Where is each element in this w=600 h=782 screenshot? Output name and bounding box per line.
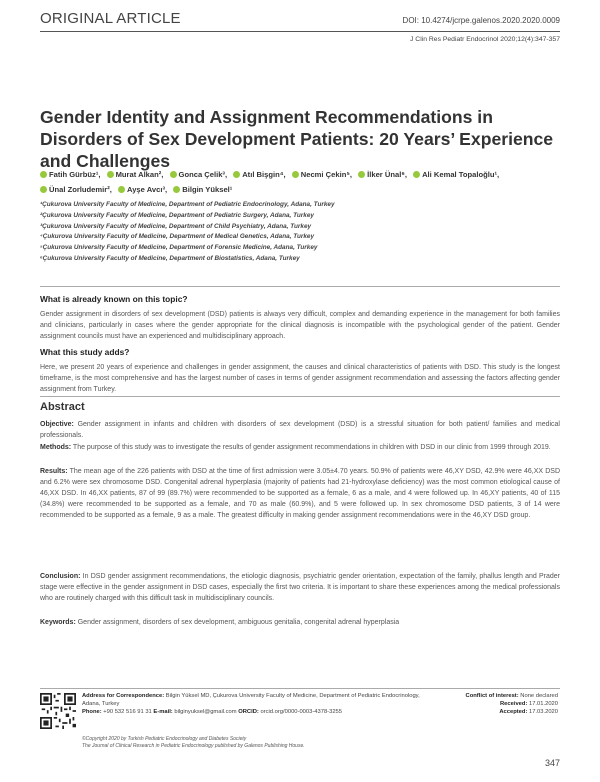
orcid-icon[interactable] <box>173 186 180 193</box>
copyright-notice <box>82 736 462 750</box>
journal-reference: J Clin Res Pediatr Endocrinol 2020;12(4):347-357 <box>410 36 560 43</box>
correspondence-block <box>82 692 422 717</box>
conclusion-label: Conclusion: <box>40 573 81 580</box>
author-list <box>40 167 560 197</box>
abstract-conclusion <box>40 571 560 604</box>
objective-label: Objective: <box>40 421 74 428</box>
section-rule <box>40 286 560 287</box>
author-name: Ünal Zorludemir², <box>49 185 112 194</box>
affiliation: ⁶Çukurova University Faculty of Medicine, Department of Biostatistics, Adana, Turkey <box>40 254 300 262</box>
email-label: E-mail: <box>153 709 173 716</box>
article-type-label: ORIGINAL ARTICLE <box>40 10 181 27</box>
objective-text: Gender assignment in infants and children with disorders of sex development (DSD) is a stressful situation for both patient/ families and medical professionals. <box>40 421 560 439</box>
author-name: Bilgin Yüksel¹ <box>182 185 233 194</box>
author-name: Ali Kemal Topaloğlu¹, <box>422 170 500 179</box>
keywords-text: Gender assignment, disorders of sex development, ambiguous genitalia, congenital adrenal hyperplasia <box>75 619 400 626</box>
author-name: Murat Alkan², <box>115 170 164 179</box>
abstract-keywords <box>40 617 560 628</box>
affiliation: ¹Çukurova University Faculty of Medicine, Department of Pediatric Endocrinology, Adana, Turkey <box>40 201 335 208</box>
orcid-icon[interactable] <box>292 171 299 178</box>
author[interactable] <box>107 167 164 182</box>
author-name: Fatih Gürbüz¹, <box>49 170 101 179</box>
conflict-value: None declared <box>518 693 558 699</box>
email-value[interactable]: bilginyuksel@gmail.com <box>172 709 239 716</box>
orcid-icon[interactable] <box>107 171 114 178</box>
article-title: Gender Identity and Assignment Recommendations in Disorders of Sex Development Patients: 20 Years’ Experience and Challenges <box>40 107 554 171</box>
abstract-heading: Abstract <box>40 401 85 413</box>
affiliation: ²Çukurova University Faculty of Medicine, Department of Pediatric Surgery, Adana, Turkey <box>40 211 314 219</box>
article-dates-block <box>440 692 558 717</box>
orcid-icon[interactable] <box>233 171 240 178</box>
qr-code[interactable] <box>40 693 76 729</box>
abstract-methods <box>40 442 560 453</box>
orcid-label: ORCID: <box>238 709 259 716</box>
author-name: Atıl Bişgin⁴, <box>242 170 286 179</box>
affiliation: ⁴Çukurova University Faculty of Medicine, Department of Medical Genetics, Adana, Turkey <box>40 233 315 241</box>
author[interactable] <box>292 167 352 182</box>
abstract-objective <box>40 419 560 441</box>
orcid-icon[interactable] <box>40 186 47 193</box>
keywords-label: Keywords: <box>40 619 76 626</box>
page-number: 347 <box>544 758 560 768</box>
orcid-value[interactable]: orcid.org/0000-0003-4378-3255 <box>258 709 342 716</box>
author[interactable] <box>118 182 167 197</box>
orcid-icon[interactable] <box>170 171 177 178</box>
orcid-icon[interactable] <box>358 171 365 178</box>
author[interactable] <box>173 182 232 197</box>
author[interactable] <box>170 167 228 182</box>
methods-label: Methods: <box>40 444 72 451</box>
results-text: The mean age of the 226 patients with DSD at the time of first admission were 3.05±4.70 years. 50.9% of patients were 46,XY DSD, 42.9% were 46,XX DSD and 6.2% were sex chromosome DSD. Congenital adrenal hyperplasia (majority of patients had 21-hydroxylase deficiency) was the most common etiological cause of 46,XX DSD. In 46,XX patients, 87 of 99 (89.7%) were recommended to be supported as a female, 6 as a male, and 4 were followed up. In 46,XY patients, 40 of 115 (34.8%) were recommended to be supported as a female, and 70 as male (60.9%), and 5 were followed up. In sex chromosome DSD patients, 3 of 14 were recommended to be supported as a female, 9 as a male. The greatest difficulty in making gender assignment recommendations were in the 46,XY DSD group. <box>40 468 560 519</box>
orcid-icon[interactable] <box>40 171 47 178</box>
orcid-icon[interactable] <box>118 186 125 193</box>
known-heading: What is already known on this topic? <box>40 294 188 304</box>
author-name: Gonca Çelik³, <box>178 170 228 179</box>
author-name: Ayşe Avcı³, <box>127 185 168 194</box>
methods-text: The purpose of this study was to investigate the results of gender assignment recommendations in children with DSD in our clinic from 1999 through 2019. <box>71 444 551 451</box>
orcid-icon[interactable] <box>413 171 420 178</box>
author[interactable] <box>358 167 407 182</box>
correspondence-label: Address for Correspondence: <box>82 693 165 699</box>
conclusion-text: In DSD gender assignment recommendations, the etiologic diagnosis, psychiatric gender orientation, expectation of the family, phallus length and Prader stage were effective in the gender assignment in DSD cases, especially the first two criteria. It is important to share these experiences among the medical professionals who are routinely charged with this difficult task in multidisciplinary councils. <box>40 573 560 602</box>
footer-rule <box>40 688 560 689</box>
conflict-label: Conflict of interest: <box>465 693 519 699</box>
received-label: Received: <box>499 701 528 708</box>
correspondence-text: Bilgin Yüksel MD, Çukurova University Faculty of Medicine, Department of Pediatric Endocrinology, Adana, Turkey <box>82 693 420 708</box>
author-name: Necmi Çekin⁵, <box>300 170 353 179</box>
doi-text[interactable]: DOI: 10.4274/jcrpe.galenos.2020.2020.0009 <box>402 16 560 25</box>
phone-label: Phone: <box>82 709 102 716</box>
adds-heading: What this study adds? <box>40 347 130 357</box>
author-name: İlker Ünal⁶, <box>367 170 407 179</box>
section-rule <box>40 396 560 397</box>
known-text: Gender assignment in disorders of sex development (DSD) patients is always very difficult, complex and demanding experience in the management for both families and clinicians, particularly in cases where the gender appropriate for the clinical diagnosis is incompatible with the psychological gender of the patient. Gender assignment councils must have an experienced and multidisciplinary approach. <box>40 311 560 340</box>
accepted-label: Accepted: <box>499 709 528 716</box>
author[interactable] <box>413 167 499 182</box>
author[interactable] <box>233 167 285 182</box>
affiliation-list <box>40 200 335 265</box>
copyright-line: ©Copyright 2020 by Turkish Pediatric Endocrinology and Diabetes Society <box>82 736 247 742</box>
author[interactable] <box>40 182 112 197</box>
phone-value: +90 532 516 91 31 <box>101 709 154 716</box>
received-value: 17.01.2020 <box>527 701 558 708</box>
accepted-value: 17.03.2020 <box>527 709 558 716</box>
header-rule <box>40 31 560 32</box>
abstract-results <box>40 466 560 521</box>
copyright-line: The Journal of Clinical Research in Pediatric Endocrinology published by Galenos Publishing House. <box>82 743 305 749</box>
affiliation: ⁵Çukurova University Faculty of Medicine, Department of Forensic Medicine, Adana, Turkey <box>40 244 318 252</box>
results-label: Results: <box>40 468 68 475</box>
adds-text: Here, we present 20 years of experience and challenges in gender assignment, the causes and clinical characteristics of patients with DSD. This study is the longest timeframe, is the most comprehensive and has the largest number of cases in terms of gender assignment recommendation and assessing the factors affecting gender assignment from Turkey. <box>40 364 560 393</box>
author[interactable] <box>40 167 100 182</box>
affiliation: ³Çukurova University Faculty of Medicine, Department of Child Psychiatry, Adana, Turkey <box>40 222 312 230</box>
